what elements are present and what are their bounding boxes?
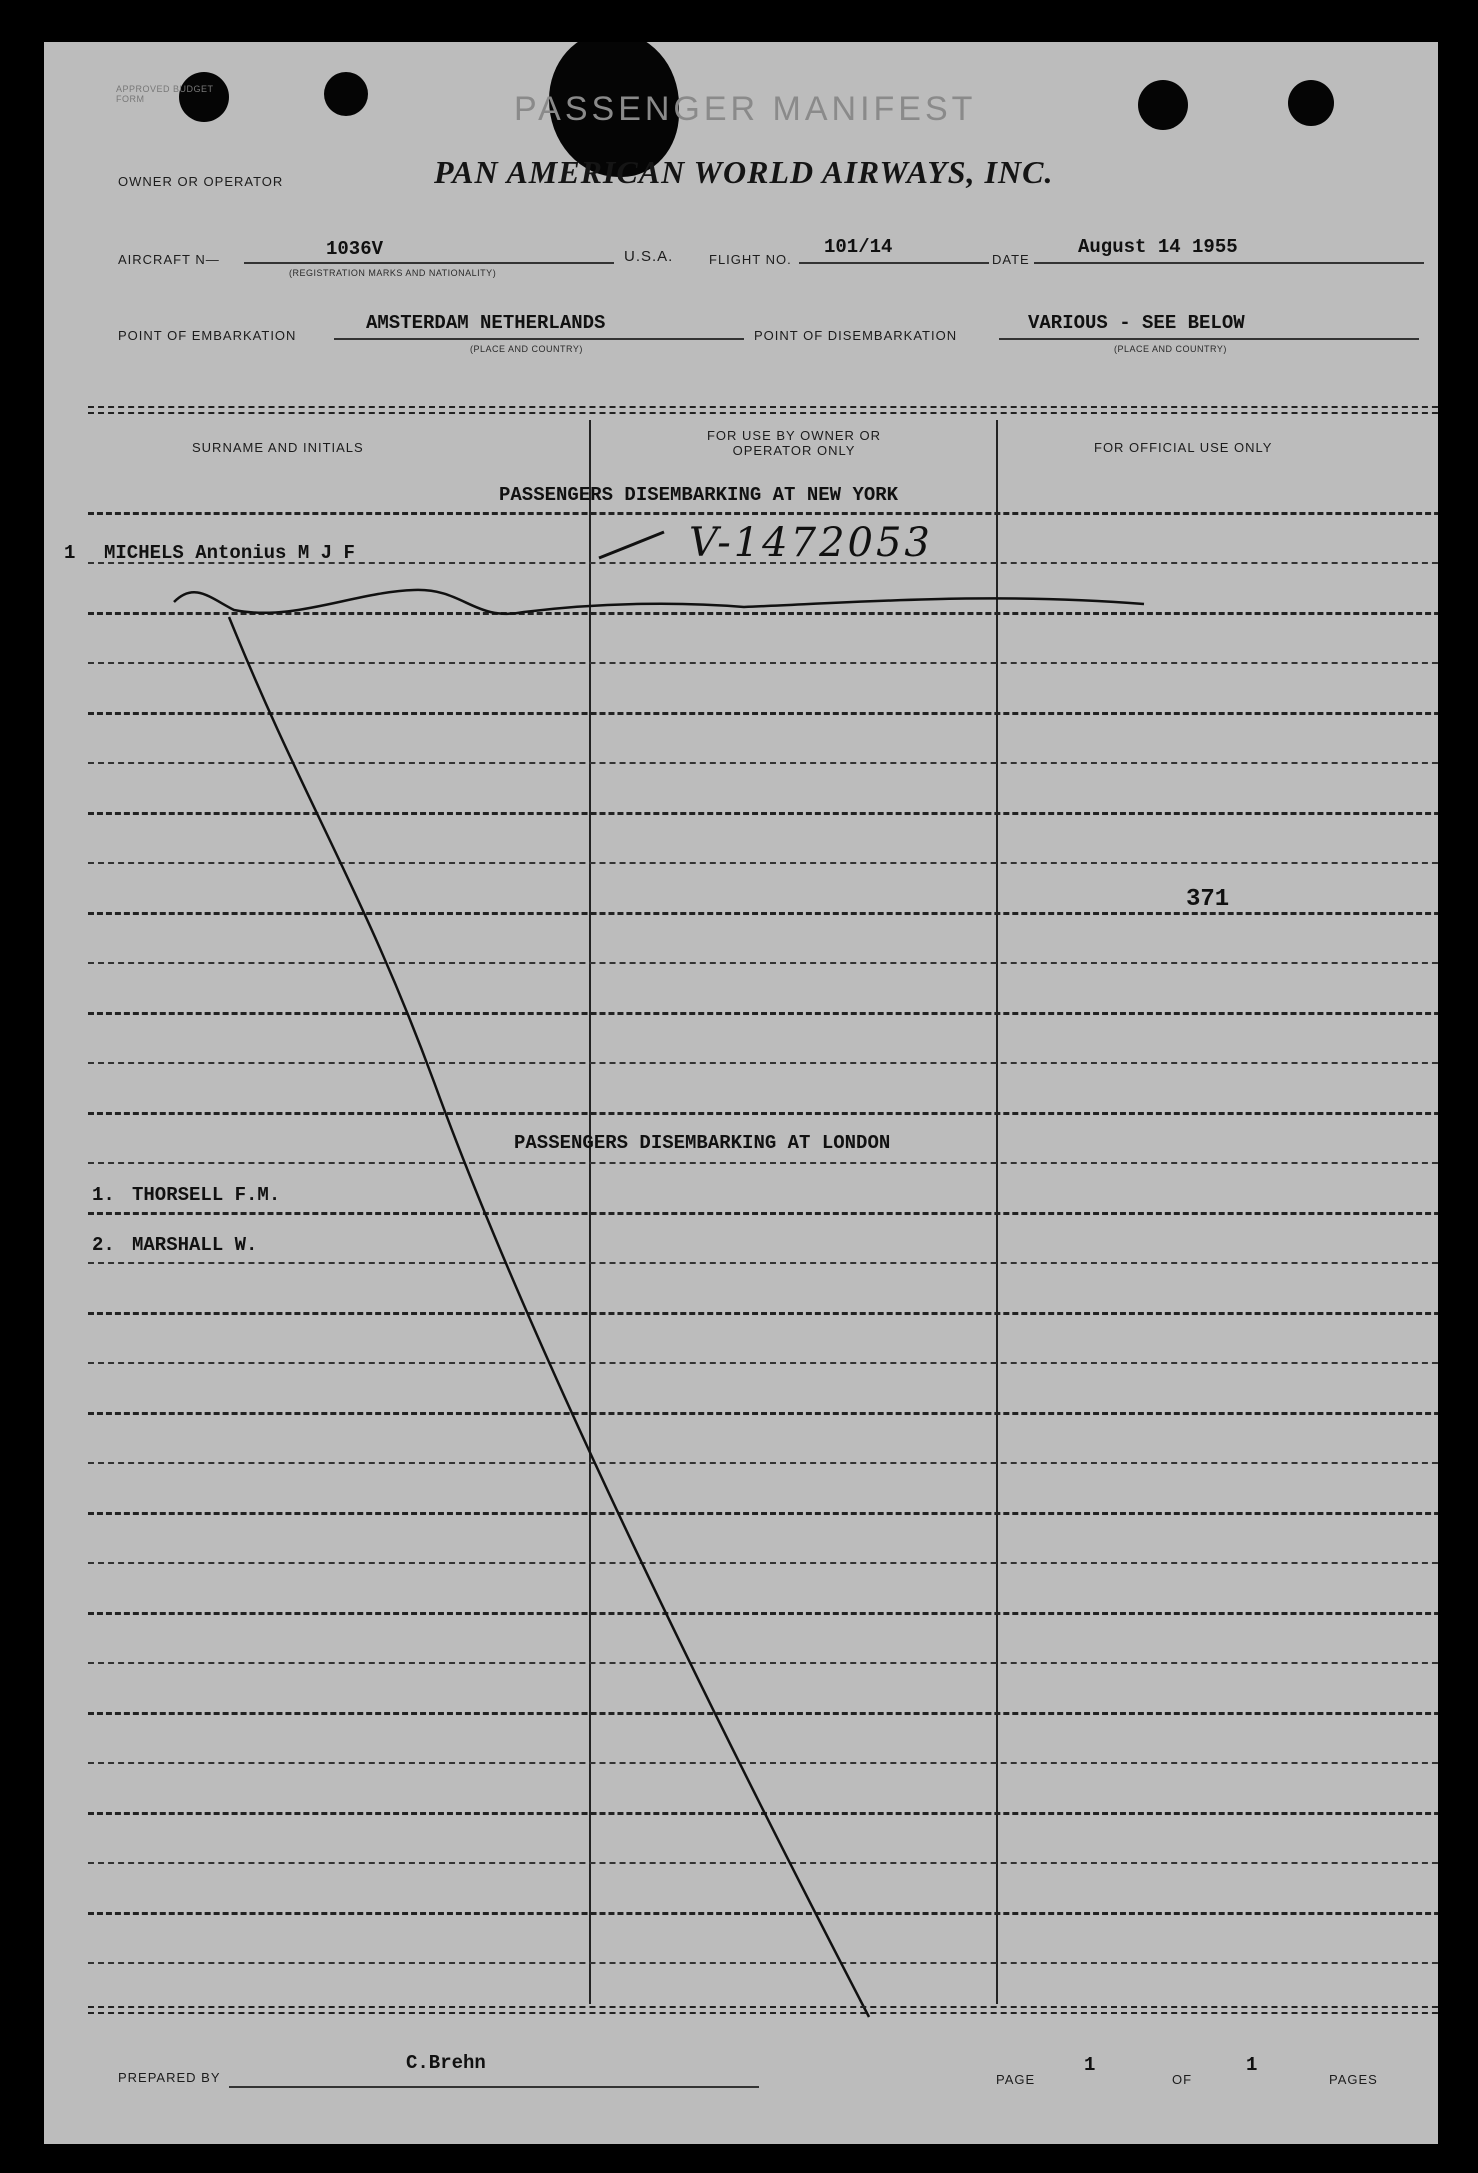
owner-handwritten-note: V-1472053 [689,520,933,566]
of-value: 1 [1246,2054,1258,2076]
embark-value: AMSTERDAM NETHERLANDS [366,312,606,334]
approval-stamp: APPROVED BUDGET FORM [116,84,214,104]
flight-value: 101/14 [824,236,893,258]
disembark-label: POINT OF DISEMBARKATION [754,328,958,343]
column-header-surname: SURNAME AND INITIALS [192,440,364,455]
passenger-name: MARSHALL W. [132,1234,258,1256]
table-bottom-rule [88,2006,1438,2008]
passenger-number: 1 [64,542,76,564]
table-bottom-rule [88,2012,1438,2014]
check-mark [599,532,664,558]
prepared-value: C.Brehn [406,2052,486,2074]
prepared-underline [229,2086,759,2088]
manifest-sheet [44,42,1438,2144]
page-value: 1 [1084,2054,1096,2076]
column-header-owner-use: FOR USE BY OWNER OR OPERATOR ONLY [706,428,882,458]
official-mark: 371 [1186,886,1230,913]
disembark-value: VARIOUS - SEE BELOW [1028,312,1245,334]
aircraft-value: 1036V [326,238,384,260]
nationality: U.S.A. [624,248,674,265]
passenger-number: 1. [92,1184,115,1206]
aircraft-sublabel: (REGISTRATION MARKS AND NATIONALITY) [289,268,497,278]
aircraft-label: AIRCRAFT N— [118,252,220,267]
prepared-label: PREPARED BY [118,2070,221,2085]
column-header-official-use: FOR OFFICIAL USE ONLY [1094,440,1273,455]
strike-diagonal [229,617,869,2017]
owner-value: PAN AMERICAN WORLD AIRWAYS, INC. [434,154,1054,190]
page-label: PAGE [996,2072,1036,2087]
pen-strike-marks [44,42,1438,2144]
pages-label: PAGES [1329,2072,1378,2087]
of-label: OF [1172,2072,1193,2087]
disembark-sublabel: (PLACE AND COUNTRY) [1114,344,1227,354]
embark-sublabel: (PLACE AND COUNTRY) [470,344,583,354]
embark-label: POINT OF EMBARKATION [118,328,297,343]
passenger-number: 2. [92,1234,115,1256]
section-heading-london: PASSENGERS DISEMBARKING AT LONDON [514,1132,891,1154]
manifest-title: PASSENGER MANIFEST [514,90,977,128]
section-heading-new-york: PASSENGERS DISEMBARKING AT NEW YORK [499,484,899,506]
date-label: DATE [992,252,1030,267]
passenger-name: MICHELS Antonius M J F [104,542,355,564]
passenger-name: THORSELL F.M. [132,1184,281,1206]
flight-label: FLIGHT NO. [709,252,792,267]
owner-label: OWNER OR OPERATOR [118,174,284,189]
strike-wave [174,590,1144,614]
date-value: August 14 1955 [1078,236,1238,258]
